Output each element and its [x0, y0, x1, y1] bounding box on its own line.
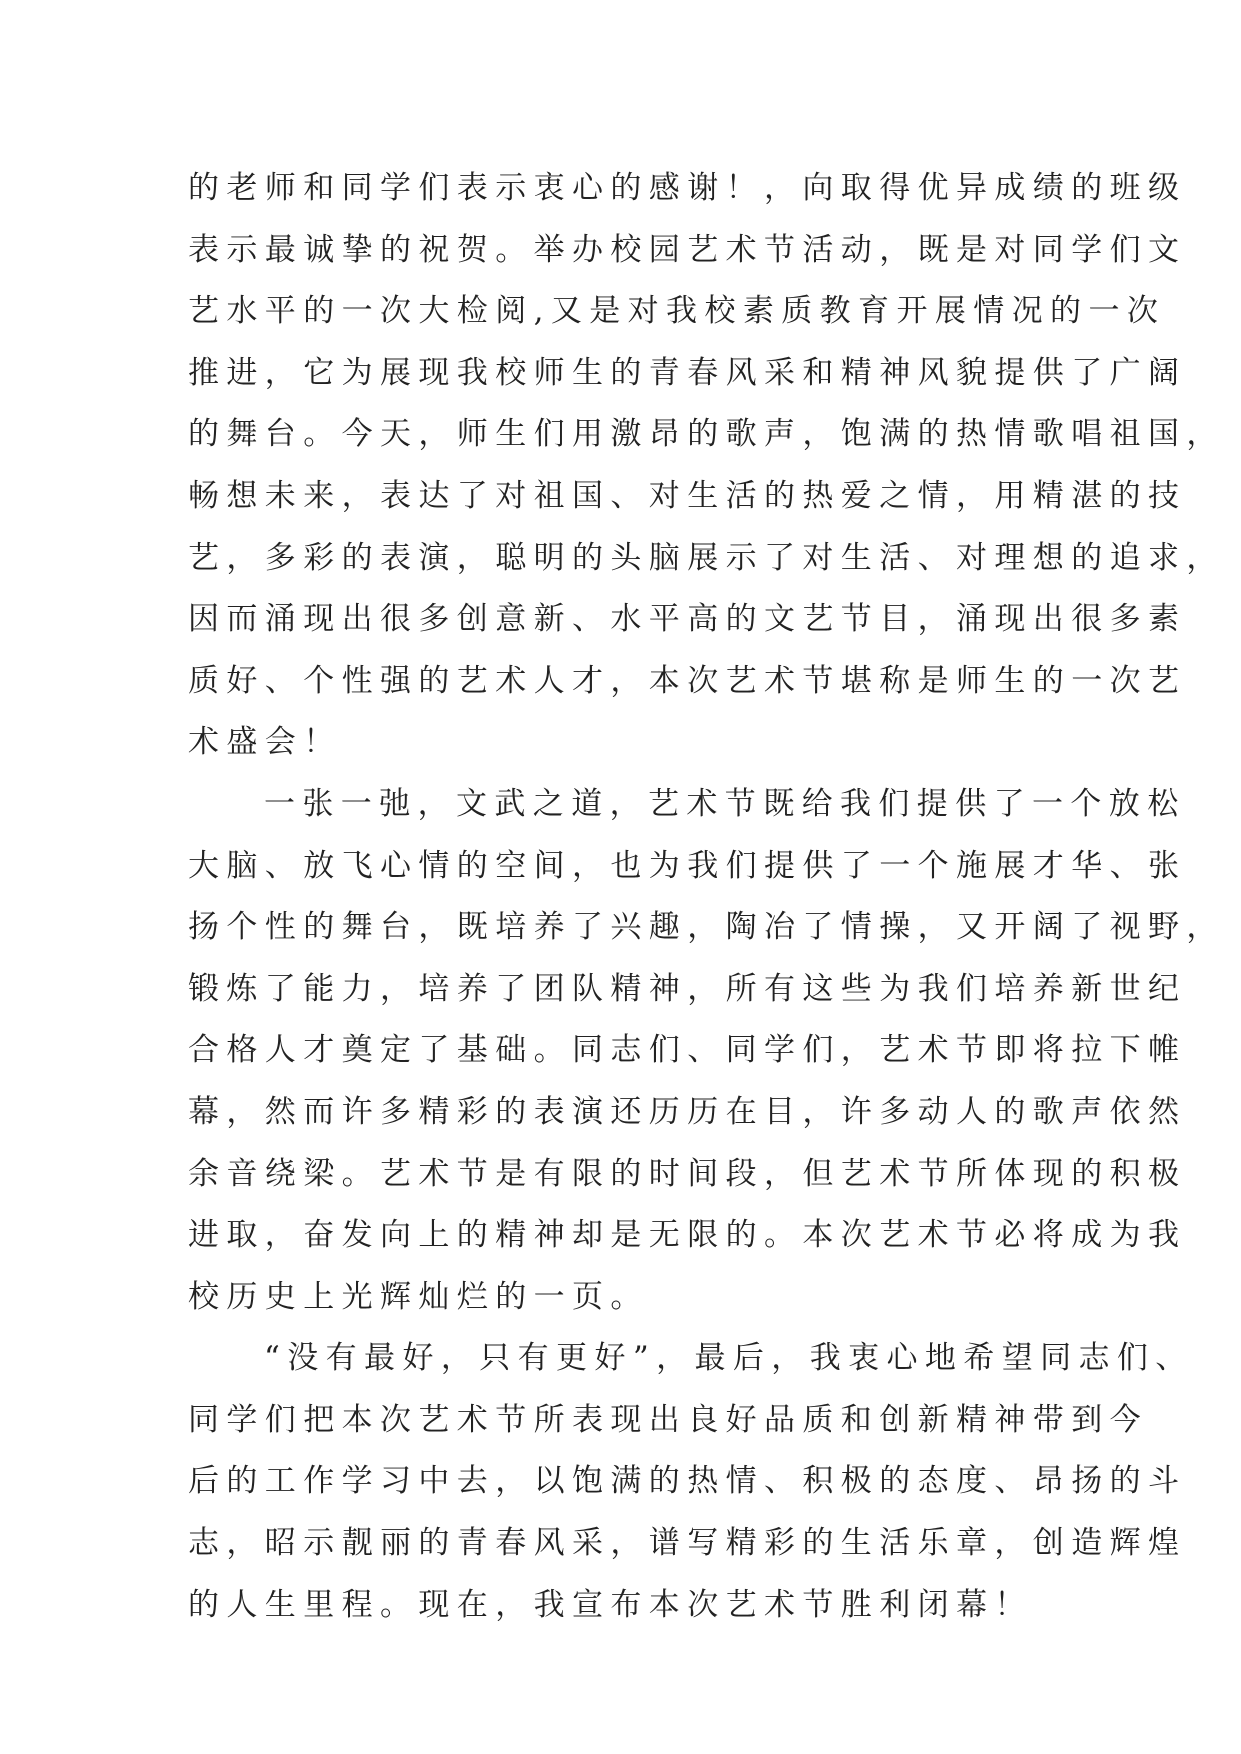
- text-line: 推进，它为展现我校师生的青春风采和精神风貌提供了广阔: [188, 354, 1187, 391]
- text-line: 术盛会！: [188, 724, 342, 761]
- text-line: 因而涌现出很多创意新、水平高的文艺节目，涌现出很多素: [188, 601, 1187, 638]
- text-line: 的老师和同学们表示衷心的感谢！，向取得优异成绩的班级: [188, 170, 1187, 206]
- text-line: 大脑、放飞心情的空间，也为我们提供了一个施展才华、张: [188, 847, 1187, 884]
- text-line: 的人生里程。现在，我宣布本次艺术节胜利闭幕！: [188, 1586, 1033, 1623]
- text-line: 的舞台。今天，师生们用激昂的歌声，饱满的热情歌唱祖国，: [188, 416, 1225, 453]
- text-line: 锻炼了能力，培养了团队精神，所有这些为我们培养新世纪: [188, 970, 1187, 1007]
- body-text: [188, 158, 1225, 1636]
- text-line: 畅想未来，表达了对祖国、对生活的热爱之情，用精湛的技: [188, 477, 1187, 514]
- text-line: 艺，多彩的表演，聪明的头脑展示了对生活、对理想的追求，: [188, 539, 1225, 576]
- text-line: 同学们把本次艺术节所表现出良好品质和创新精神带到今: [188, 1401, 1148, 1438]
- text-line: 余音绕梁。艺术节是有限的时间段，但艺术节所体现的积极: [188, 1155, 1187, 1192]
- paragraph-first-line: 一张一弛，文武之道，艺术节既给我们提供了一个放松: [264, 785, 1186, 822]
- text-line: 质好、个性强的艺术人才，本次艺术节堪称是师生的一次艺: [188, 662, 1187, 699]
- text-line: 艺水平的一次大检阅,又是对我校素质教育开展情况的一次: [188, 293, 1166, 330]
- text-line: 后的工作学习中去，以饱满的热情、积极的态度、昂扬的斗: [188, 1463, 1187, 1500]
- text-line: 进取，奋发向上的精神却是无限的。本次艺术节必将成为我: [188, 1217, 1187, 1254]
- text-line: 校历史上光辉灿烂的一页。: [188, 1278, 649, 1315]
- text-line: 表示最诚挚的祝贺。举办校园艺术节活动，既是对同学们文: [188, 231, 1187, 268]
- text-line: 扬个性的舞台，既培养了兴趣，陶冶了情操，又开阔了视野，: [188, 909, 1225, 946]
- paragraph-first-line: “没有最好，只有更好”，最后，我衷心地希望同志们、: [264, 1340, 1194, 1377]
- text-line: 志，昭示靓丽的青春风采，谱写精彩的生活乐章，创造辉煌: [188, 1525, 1187, 1562]
- text-line: 合格人才奠定了基础。同志们、同学们，艺术节即将拉下帷: [188, 1032, 1187, 1069]
- text-line: 幕，然而许多精彩的表演还历历在目，许多动人的歌声依然: [188, 1093, 1187, 1130]
